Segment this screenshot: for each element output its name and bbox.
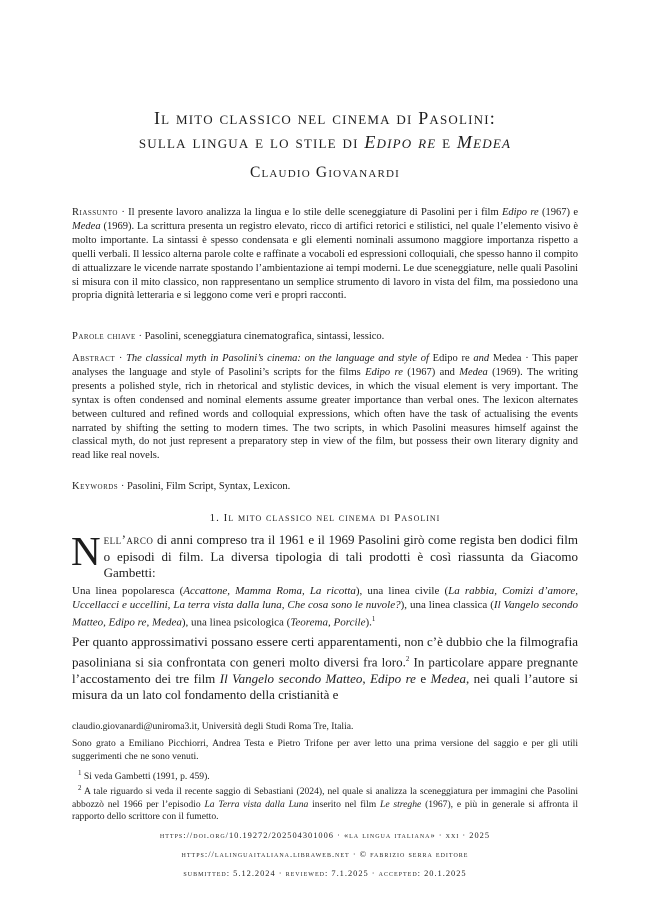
parole-chiave-label: Parole chiave — [72, 331, 136, 342]
paragraph-1 — [71, 528, 578, 582]
riassunto-label: Riassunto — [72, 207, 118, 218]
quote-text: ), una linea civile ( — [355, 585, 449, 597]
footnote-ref[interactable]: 1 — [371, 615, 376, 624]
keywords-text: Pasolini, Film Script, Syntax, Lexicon. — [126, 481, 291, 492]
affiliation-note: claudio.giovanardi@uniroma3.it, Università degli Studi Roma Tre, Italia. — [72, 721, 354, 732]
quote-italic: Il Vangelo secondo Matteo, Edipo re, Medea — [72, 599, 579, 630]
paragraph-italic: Edipo re — [370, 670, 416, 686]
quote-italic: Accattone, Mamma Roma, La ricotta — [183, 585, 356, 597]
parole-chiave-text: Pasolini, sceneggiatura cinematografica, sintassi, lessico. — [144, 331, 385, 342]
separator: · — [118, 481, 127, 492]
abstract-title-roman: Medea — [489, 353, 522, 364]
abstract-text: (1969). The writing presents a polished style, rich in rhetorical and stylistic devices, in which the visual element is very important. The syntax is often condensed and nominal elements assume greater importance than verbal ones. The lexicon alternates between cultured and refined words and colloquial expressions, which often have the task of actualising the events narrated by shifting the setting to modern times. The two scripts, in which Pasolini measures himself against the classical myth, do not just represent a preparatory step in view of the film, but possess their own literary dignity and read like real novels. — [72, 366, 578, 462]
abstract-title-italic: and — [473, 353, 490, 364]
abstract-italic: Edipo re — [365, 366, 403, 378]
keywords-label: Keywords — [72, 481, 119, 492]
footnote-text: Si veda Gambetti (1991, p. 459). — [81, 771, 210, 783]
quote-italic: La rabbia, Comizi d’amore, Uccellacci e uccellini, La terra vista dalla luna, Che cosa sono le nuvole? — [72, 585, 578, 612]
footnote-italic: La Terra vista dalla Luna — [204, 798, 309, 810]
riassunto-text: (1969). La scrittura presenta un registro elevato, ricco di artifici retorici e stilistici, nel quale l’elemento visivo è molto importante. La sintassi è spesso condensata e gli elementi nominali assumono maggiore importanza rispetto a quelli verbali. Il lessico alterna parole colte e raffinate a vocaboli ed espressioni colloquiali, che spesso hanno il compito di attualizzare le vicende narrate spostando l’ambientazione ai tempi moderni. Le due sceneggiature, nelle quali Pasolini si misura con il mito classico, non rappresentano un semplice strumento di lavoro in vista del film, ma possiedono una propria dignità letteraria e si leggono come veri e propri racconti. — [72, 220, 578, 302]
paragraph-2 — [72, 634, 578, 704]
abstract-italic: Medea — [459, 366, 488, 378]
paragraph-text: di anni compreso tra il 1961 e il 1969 Pasolini girò come regista ben dodici film o episodi di film. La diversa tipologia di tali prodotti è così riassunta da Giacomo Gambetti: — [103, 532, 578, 581]
footnote-text: A tale riguardo si veda il recente saggio di Sebastiani (2024), nel quale si analizza la sceneggiatura per immagini che Pasolini abbozzò nel 1966 per l’episodio — [72, 786, 578, 810]
title-line-1: Il mito classico nel cinema di Pasolini: — [153, 108, 497, 128]
paragraph-text: Per quanto approssimativi possano essere certi apparentamenti, non c’è dubbio che la filmografia pasoliniana si sia confrontata con generi molto diversi fra loro. — [72, 634, 578, 669]
abstract-label: Abstract — [72, 353, 116, 364]
footnote-number: 2 — [78, 784, 82, 792]
riassunto-block — [72, 206, 578, 303]
website-line: https://lalinguaitaliana.libraweb.net · © fabrizio serra editore — [181, 850, 469, 859]
quote-text: Una linea popolaresca ( — [72, 585, 184, 597]
footnote-italic: Le streghe — [380, 798, 422, 810]
paragraph-text: , nei quali l’autore si misura da un lato col fondamento della cristianità e — [72, 670, 579, 703]
smallcaps-lead: ell’arco — [103, 532, 154, 547]
footnote-number: 1 — [78, 769, 82, 777]
abstract-title-roman: Edipo re — [428, 353, 474, 364]
footnote-text: inserito nel film — [308, 798, 380, 810]
dates-line: submitted: 5.12.2024 · reviewed: 7.1.2025 · accepted: 20.1.2025 — [183, 869, 467, 878]
riassunto-italic: Medea — [72, 220, 101, 232]
title-film-medea: Medea — [456, 132, 512, 152]
riassunto-text: Il presente lavoro analizza la lingua e lo stile delle sceneggiature di Pasolini per i film — [128, 207, 502, 218]
quote-italic: Teorema, Porcile — [290, 617, 366, 630]
separator: · — [521, 353, 533, 364]
abstract-text: This paper analyses the language and style of Pasolini’s scripts for the films — [72, 353, 578, 378]
parole-chiave-block — [72, 330, 578, 344]
paragraph-text: In particolare appare pregnante l’accostamento dei tre film — [72, 653, 578, 686]
section-heading: 1. Il mito classico nel cinema di Pasolini — [209, 512, 441, 524]
block-quote — [72, 584, 578, 630]
abstract-title-italic: The classical myth in Pasolini’s cinema: on the language and style of — [126, 353, 429, 364]
article-title — [40, 106, 610, 154]
paragraph-italic: Il Vangelo secondo Matteo — [219, 670, 363, 686]
author-name: Claudio Giovanardi — [249, 164, 401, 181]
footnote-2 — [72, 782, 578, 824]
doi-line: https://doi.org/10.19272/202504301006 · «la lingua italiana» · xxi · 2025 — [159, 831, 491, 840]
title-film-edipo: Edipo re — [364, 132, 437, 152]
separator: · — [135, 331, 145, 342]
paragraph-text: , — [362, 670, 371, 686]
footnote-ref[interactable]: 2 — [405, 654, 410, 663]
footnote-text: (1967), e più in generale si affronta il rapporto dello scrittore con il fumetto. — [72, 798, 578, 823]
paragraph-italic: Medea — [430, 670, 466, 686]
abstract-block — [72, 352, 578, 463]
separator: · — [115, 353, 127, 364]
quote-text: ). — [365, 617, 372, 630]
abstract-text: (1967) and — [402, 366, 460, 378]
drop-cap: N — [71, 528, 101, 574]
title-text: e — [436, 132, 457, 152]
thanks-note: Sono grato a Emiliano Picchiorri, Andrea Testa e Pietro Trifone per aver letto una prima versione del saggio e per gli utili suggerimenti che ne sono venuti. — [72, 738, 578, 762]
riassunto-italic: Edipo re — [501, 207, 539, 218]
keywords-block — [72, 480, 578, 494]
title-line-2 — [40, 130, 610, 154]
separator: · — [118, 207, 129, 218]
title-text: sulla lingua e lo stile di — [138, 132, 365, 152]
quote-text: ), una linea psicologica ( — [181, 617, 291, 630]
riassunto-text: (1967) e — [538, 207, 578, 218]
quote-text: ), una linea classica ( — [400, 599, 494, 612]
paragraph-text: e — [415, 670, 431, 686]
